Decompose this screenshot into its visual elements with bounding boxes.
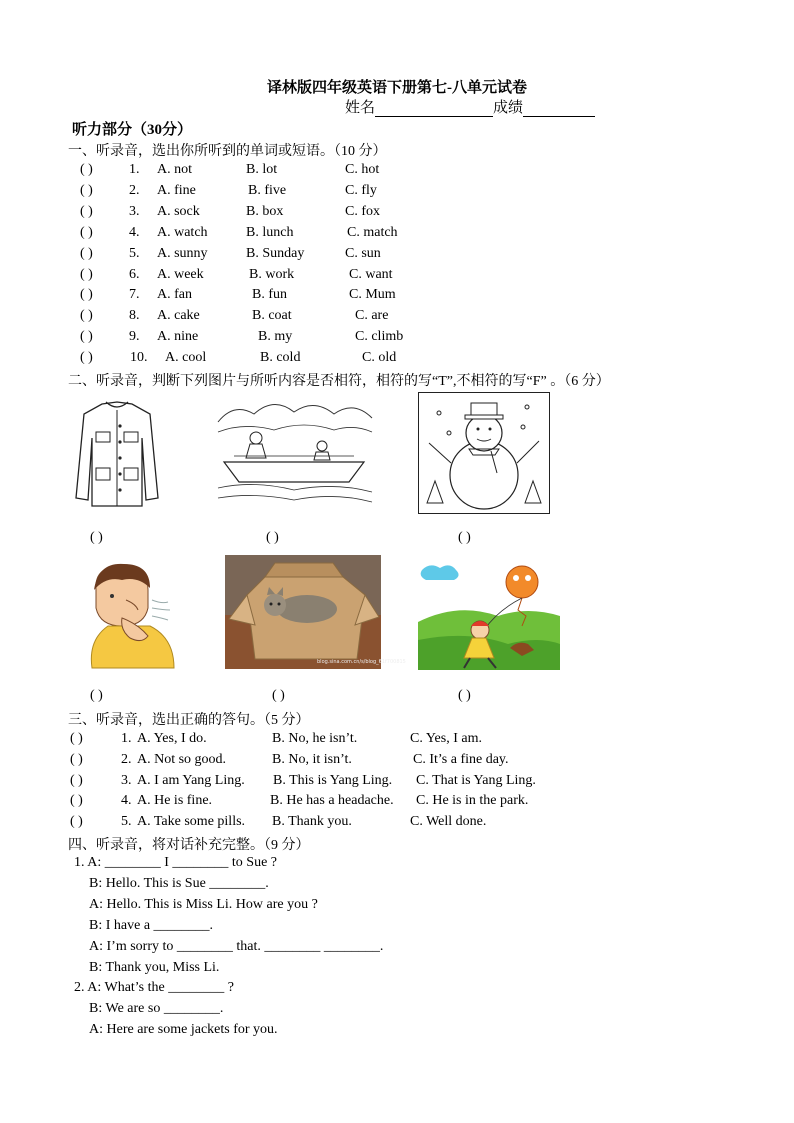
dialogue-line: B: I have a ________. [89, 917, 214, 933]
boat-sketch-image [214, 392, 374, 512]
answer-paren[interactable]: ( ) [80, 329, 93, 345]
answer-paren[interactable]: ( ) [80, 287, 93, 303]
section1-title: 一、听录音，选出你所听到的单词或短语。（10 分） [68, 144, 387, 159]
option-a: A. cool [165, 350, 207, 366]
option-c: C. want [349, 266, 393, 282]
option-b: B. No, he isn’t. [272, 731, 358, 746]
question-number: 5. [121, 814, 132, 830]
option-a: A. He is fine. [137, 793, 213, 809]
option-c: C. old [362, 350, 397, 366]
option-c: C. are [355, 308, 389, 324]
answer-paren[interactable]: ( ) [80, 245, 93, 261]
page-title: 译林版四年级英语下册第七-八单元试卷 [267, 80, 527, 96]
answer-paren[interactable]: ( ) [80, 182, 93, 198]
dialogue-line: A: Here are some jackets for you. [89, 1022, 278, 1038]
option-a: A. nine [157, 329, 199, 345]
question-number: 1. [121, 731, 132, 746]
dialogue-line: A: Hello. This is Miss Li. How are you ? [89, 896, 318, 912]
score-blank[interactable] [523, 102, 595, 117]
question-number: 9. [129, 329, 140, 345]
dialogue-line: B: Thank you, Miss Li. [89, 959, 220, 975]
answer-paren-2[interactable]: ( ) [266, 530, 279, 545]
option-b: B. coat [252, 308, 292, 324]
answer-paren[interactable]: ( ) [80, 224, 93, 240]
option-b: B. box [246, 203, 284, 219]
answer-paren[interactable]: ( ) [80, 203, 93, 219]
answer-paren[interactable]: ( ) [80, 350, 93, 366]
dialogue-line: B: Hello. This is Sue ________. [89, 875, 269, 891]
question-number: 4. [121, 793, 132, 809]
option-a: A. I am Yang Ling. [137, 772, 245, 788]
answer-paren[interactable]: ( ) [80, 308, 93, 324]
option-c: C. fox [345, 203, 380, 219]
option-a: A. not [157, 162, 192, 177]
option-b: B. cold [260, 350, 301, 366]
question-number: 6. [129, 266, 140, 282]
section4-title: 四、听录音，将对话补充完整。（9 分） [68, 838, 310, 853]
option-c: C. fly [345, 182, 377, 198]
answer-paren[interactable]: ( ) [70, 751, 83, 767]
dialogue-line: B: We are so ________. [89, 1001, 224, 1017]
option-a: A. fine [157, 182, 196, 198]
option-b: B. five [248, 182, 287, 198]
option-b: B. This is Yang Ling. [273, 772, 393, 788]
section3-title: 三、听录音，选出正确的答句。（5 分） [68, 713, 310, 728]
question-number: 4. [129, 224, 140, 240]
option-b: B. Sunday [246, 245, 305, 261]
sneezing-boy-image [78, 560, 178, 670]
option-a: A. cake [157, 308, 200, 324]
cat-in-box-photo [225, 555, 406, 669]
option-c: C. Mum [349, 287, 396, 303]
option-c: C. climb [355, 329, 404, 345]
name-label: 姓名 [345, 100, 376, 116]
option-b: B. lunch [246, 224, 294, 240]
photo-caption: blog.sina.com.cn/s/blog_61f700815 [317, 659, 406, 665]
option-c: C. He is in the park. [416, 793, 529, 809]
option-a: A. sock [157, 203, 200, 219]
answer-paren[interactable]: ( ) [70, 731, 83, 746]
snowman-image [418, 392, 550, 514]
option-b: B. No, it isn’t. [272, 751, 352, 767]
option-a: A. sunny [157, 245, 208, 261]
option-a: A. watch [157, 224, 208, 240]
listening-heading: 听力部分（30分） [72, 122, 193, 138]
answer-paren[interactable]: ( ) [70, 814, 83, 830]
option-b: B. fun [252, 287, 287, 303]
dialogue-line: 2. A: What’s the ________ ? [74, 980, 234, 996]
option-c: C. Well done. [410, 814, 487, 830]
question-number: 3. [121, 772, 132, 788]
kite-image [418, 560, 560, 670]
answer-paren[interactable]: ( ) [80, 266, 93, 282]
answer-paren-6[interactable]: ( ) [458, 688, 471, 703]
question-number: 7. [129, 287, 140, 303]
answer-paren[interactable]: ( ) [80, 162, 93, 177]
question-number: 8. [129, 308, 140, 324]
question-number: 2. [121, 751, 132, 767]
dialogue-line: 1. A: ________ I ________ to Sue ? [74, 855, 277, 870]
option-b: B. work [249, 266, 295, 282]
option-b: B. my [258, 329, 293, 345]
option-a: A. Not so good. [137, 751, 227, 767]
answer-paren[interactable]: ( ) [70, 793, 83, 809]
question-number: 5. [129, 245, 140, 261]
question-number: 10. [130, 350, 148, 366]
option-b: B. Thank you. [272, 814, 352, 830]
section2-title: 二、听录音，判断下列图片与所听内容是否相符，相符的写“T”,不相符的写“F” 。（6 分） [68, 374, 610, 389]
answer-paren-1[interactable]: ( ) [90, 530, 103, 545]
answer-paren-3[interactable]: ( ) [458, 530, 471, 545]
option-c: C. It’s a fine day. [413, 751, 509, 767]
option-c: C. sun [345, 245, 381, 261]
dialogue-line: A: I’m sorry to ________ that. ________ ________. [89, 938, 384, 954]
name-score-line [345, 96, 595, 117]
score-label: 成绩 [493, 100, 524, 116]
option-c: C. match [347, 224, 398, 240]
jacket-image [72, 398, 162, 510]
option-a: A. week [157, 266, 204, 282]
option-c: C. hot [345, 162, 380, 177]
option-a: A. Yes, I do. [137, 731, 207, 746]
answer-paren[interactable]: ( ) [70, 772, 83, 788]
option-b: B. He has a headache. [270, 793, 394, 809]
answer-paren-5[interactable]: ( ) [272, 688, 285, 703]
answer-paren-4[interactable]: ( ) [90, 688, 103, 703]
name-blank[interactable] [375, 102, 493, 117]
option-a: A. fan [157, 287, 192, 303]
option-c: C. That is Yang Ling. [416, 772, 536, 788]
question-number: 2. [129, 182, 140, 198]
option-a: A. Take some pills. [137, 814, 246, 830]
option-c: C. Yes, I am. [410, 731, 482, 746]
option-b: B. lot [246, 162, 278, 177]
question-number: 3. [129, 203, 140, 219]
question-number: 1. [129, 162, 140, 177]
